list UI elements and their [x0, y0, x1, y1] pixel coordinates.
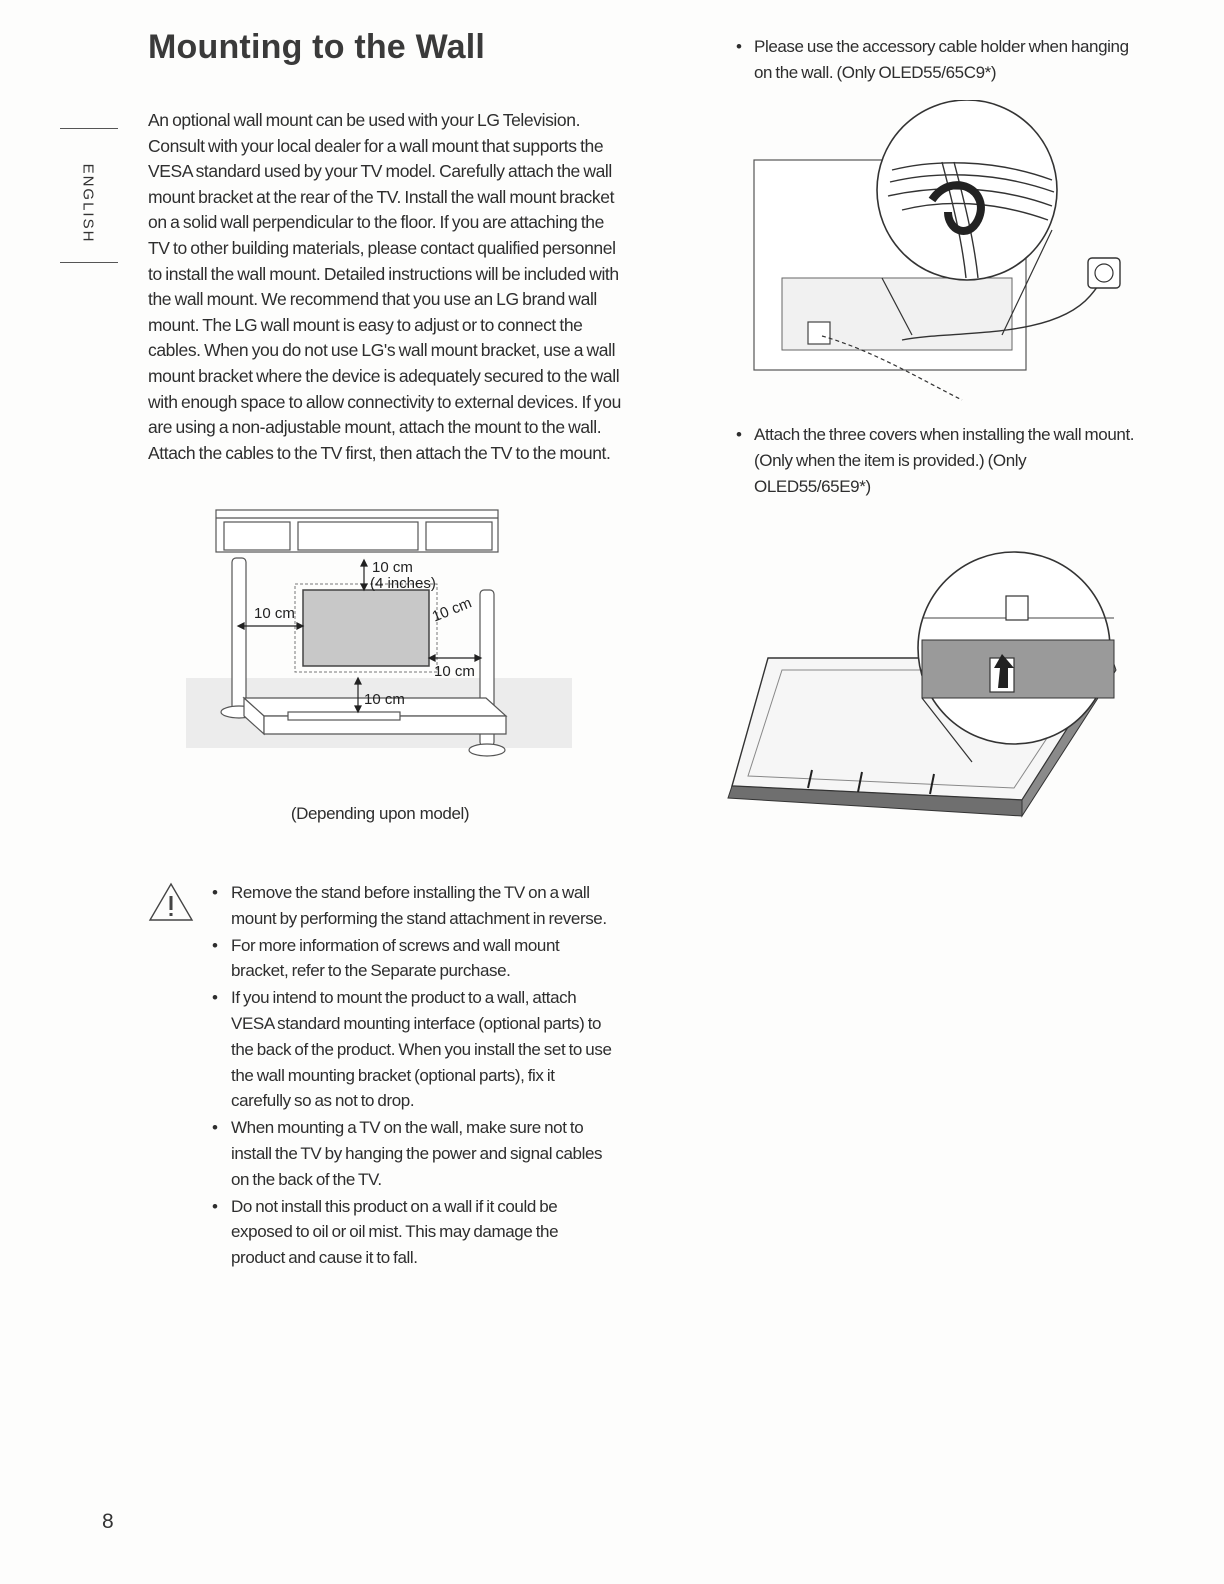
- caution-item-oil-mist: • Do not install this product on a wall if it could be exposed to oil or oil mist. This may damage the product and cause it to fall.: [212, 1194, 612, 1271]
- page-number: 8: [102, 1510, 114, 1533]
- right-clearance-label: 10 cm: [434, 663, 475, 680]
- bottom-clearance-label: 10 cm: [364, 691, 405, 708]
- caution-item-screws-info: • For more information of screws and wall mount bracket, refer to the Separate purchase.: [212, 933, 612, 985]
- magnified-frame-section: [922, 640, 1114, 698]
- cable-holder-note: [736, 34, 1136, 86]
- language-tab-top-rule: [60, 128, 118, 129]
- wall-clearance-illustration: [186, 508, 572, 772]
- caution-item-vesa-interface: • If you intend to mount the product to a wall, attach VESA standard mounting interface (optional parts) to the back of the product. When you install the set to use the wall mounting bracket (optional parts), fix it carefully so as not to drop.: [212, 985, 612, 1114]
- cable-holder-note-text: Please use the accessory cable holder when hanging on the wall. (Only OLED55/65C9*): [754, 37, 1129, 82]
- covers-note-text: Attach the three covers when installing the wall mount. (Only when the item is provided.) (Only OLED55/65E9*): [754, 425, 1135, 496]
- caution-list: [212, 880, 612, 1272]
- bullet-icon: •: [736, 425, 742, 444]
- covers-note: [736, 422, 1136, 499]
- top-clearance-inches-label: (4 inches): [370, 575, 436, 592]
- top-clearance-label: 10 cm: [372, 559, 413, 576]
- language-tab-label: ENGLISH: [79, 163, 97, 243]
- wall-cabinets: [216, 510, 498, 552]
- caution-item-cables: • When mounting a TV on the wall, make sure not to install the TV by hanging the power and signal cables on the back of the TV.: [212, 1115, 612, 1192]
- figure-caption: (Depending upon model): [290, 804, 470, 823]
- left-clearance-label: 10 cm: [254, 605, 295, 622]
- page-title: Mounting to the Wall: [148, 28, 485, 66]
- language-tab: [70, 148, 106, 258]
- cable-holder-illustration: [752, 100, 1124, 416]
- angled-clearance-label: 10 cm: [429, 594, 475, 626]
- caution-item-remove-stand: • Remove the stand before installing the TV on a wall mount by performing the stand attachment in reverse.: [212, 880, 612, 932]
- warning-triangle-icon: [148, 882, 194, 922]
- language-tab-bottom-rule: [60, 262, 118, 263]
- intro-paragraph: An optional wall mount can be used with your LG Television. Consult with your local dealer for a wall mount that supports the VESA standard used by your TV model. Carefully attach the wall mount bracket at the rear of the TV. Install the wall mount bracket on a solid wall perpendicular to the floor. If you are attaching the TV to other building materials, please contact qualified personnel to install the wall mount. Detailed instructions will be included with the wall mount. We recommend that you use an LG brand wall mount. The LG wall mount is easy to adjust or to connect the cables. When you do not use LG's wall mount bracket, use a wall mount bracket where the device is adequately secured to the wall with enough space to allow connectivity to external devices. If you are using a non-adjustable mount, attach the mount to the wall. Attach the cables to the TV first, then attach the TV to the mount.: [148, 110, 621, 463]
- wall-mount-covers-illustration: [722, 548, 1118, 818]
- cover-piece: [1006, 596, 1028, 620]
- cable-holder-clip: [808, 322, 830, 344]
- tv-screen: [303, 590, 429, 666]
- wall-outlet-icon: [1088, 258, 1120, 288]
- bullet-icon: •: [736, 37, 742, 56]
